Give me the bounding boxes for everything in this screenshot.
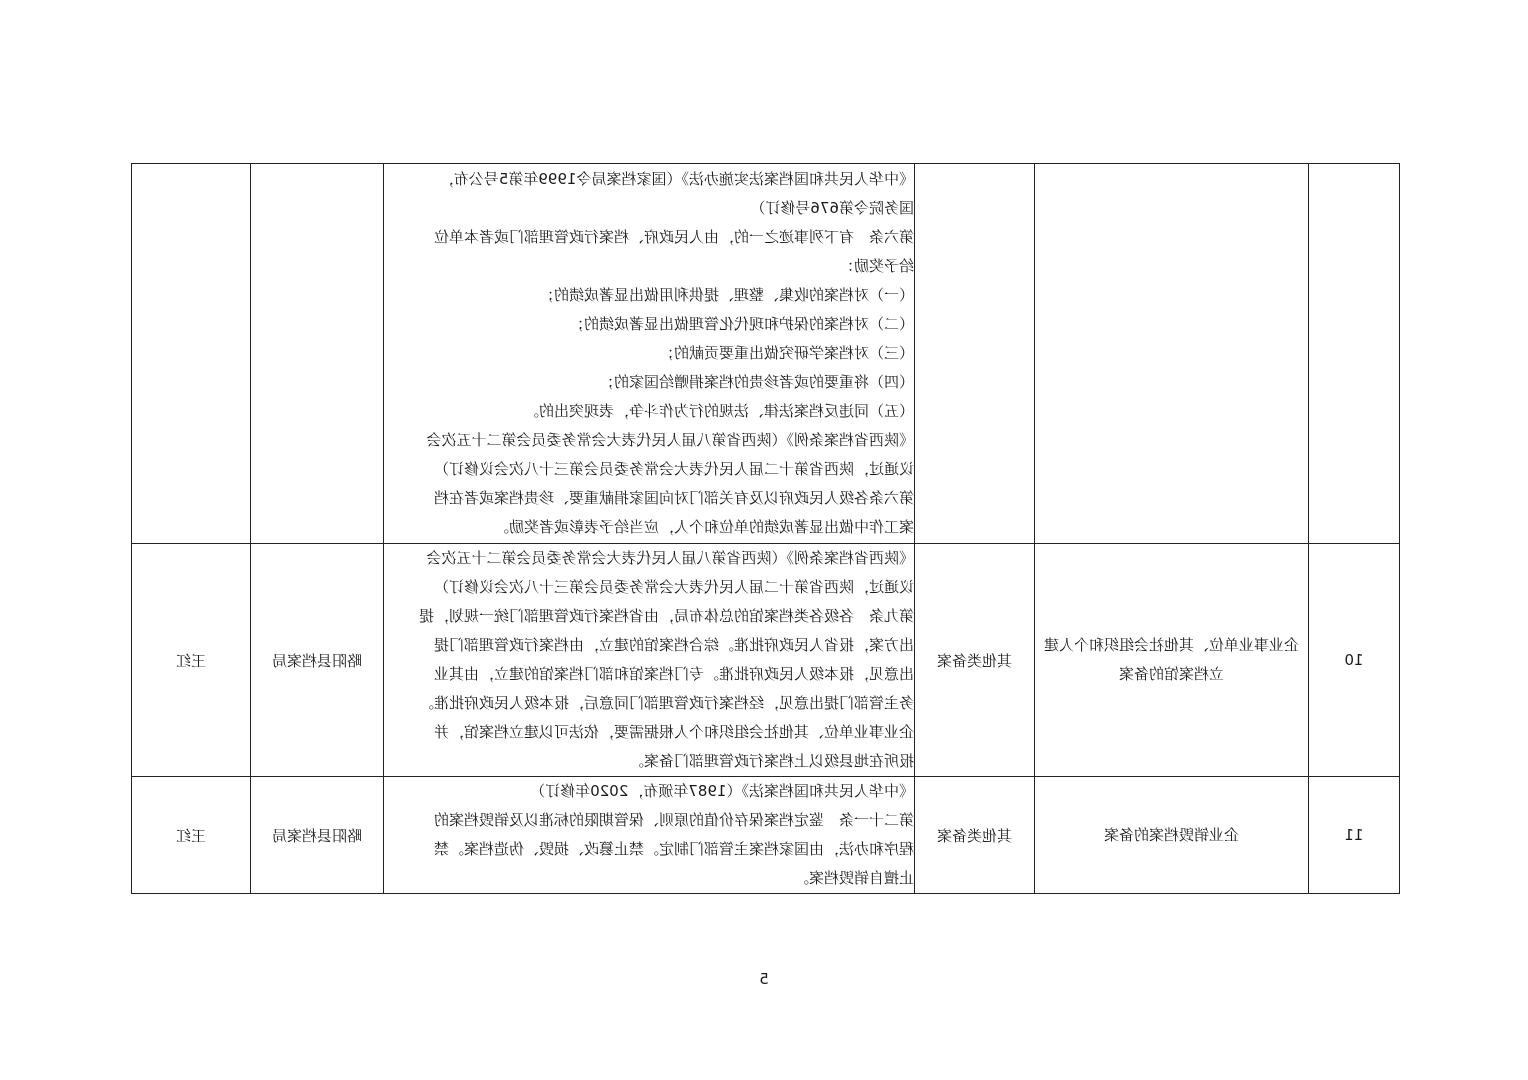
basis-line: 议通过，陕西省第十二届人民代表大会常务委员会第三十八次会议修订）: [433, 578, 914, 596]
basis-line: （五）同违反档案法律、法规的行为作斗争，表现突出的。: [523, 402, 914, 420]
basis-line: （一）对档案的收集、整理、提供利用做出显著成绩的；: [538, 286, 914, 304]
basis-line: （二）对档案的保护和现代化管理做出显著成绩的；: [568, 315, 914, 333]
basis-line: 《陕西省档案条例》（陕西省第八届人民代表大会常务委员会第二十五次会: [426, 549, 914, 567]
type-cell: 其他类备案: [915, 777, 1035, 894]
basis-line: 第六条 有下列事迹之一的，由人民政府、档案行政管理部门或者本单位: [433, 228, 914, 246]
seq-cell: [1309, 164, 1400, 544]
page-number: 5: [759, 970, 769, 988]
contact-person-cell: 王红: [132, 544, 251, 777]
basis-line: 给予奖励：: [838, 257, 914, 275]
basis-line: 企业事业单位、其他社会组织和个人根据需要，依法可以建立档案馆，并: [433, 723, 914, 741]
basis-line: 第六条各级人民政府以及有关部门对向国家捐献重要、珍贵档案或者在档: [433, 489, 914, 507]
basis-line: 国务院令第676号修订）: [750, 199, 914, 217]
basis-line: 务主管部门提出意见，经档案行政管理部门同意后，报本级人民政府批准。: [418, 694, 914, 712]
seq-cell: 10: [1309, 544, 1400, 777]
basis-line: 案工作中做出显著成绩的单位和个人，应当给予表彰或者奖励。: [493, 518, 914, 536]
basis-line: （三）对档案学研究做出重要贡献的；: [658, 344, 914, 362]
department-cell: [251, 164, 384, 544]
basis-line: 出意见，报本级人民政府批准。专门档案馆和部门档案馆的建立，由其业: [433, 665, 914, 683]
item-name-cell: [1035, 544, 1309, 777]
department-cell: 略阳县档案局: [251, 777, 384, 894]
basis-line: 止擅自销毁档案。: [793, 869, 914, 887]
filing-table: [131, 163, 1400, 894]
item-name: 企业销毁档案的备案: [1104, 825, 1240, 844]
table-row: [132, 164, 1400, 544]
basis-line: 议通过，陕西省第十二届人民代表大会常务委员会第三十八次会议修订）: [433, 460, 914, 478]
item-name-cell: [1035, 164, 1309, 544]
legal-basis-cell: [384, 777, 915, 894]
legal-basis-cell: [384, 164, 915, 544]
seq-cell: 11: [1309, 777, 1400, 894]
basis-line: 报所在地县级以上档案行政管理部门备案。: [628, 752, 914, 770]
table-row: [132, 777, 1400, 894]
table-body: [132, 164, 1400, 894]
basis-line: 《陕西省档案条例》（陕西省第八届人民代表大会常务委员会第二十五次会: [426, 431, 914, 449]
basis-line: 《中华人民共和国档案法》（1987年颁布，2020年修订）: [530, 782, 914, 800]
basis-line: 程序和办法，由国家档案主管部门制定。禁止篡改、损毁、伪造档案。禁: [433, 840, 914, 858]
contact-person-cell: [132, 164, 251, 544]
basis-line: 第二十一条 鉴定档案保存价值的原则、保管期限的标准以及销毁档案的: [433, 811, 914, 829]
basis-line: 出方案，报省人民政府批准。综合档案馆的建立，由档案行政管理部门提: [433, 636, 914, 654]
basis-line: 《中华人民共和国档案法实施办法》（国家档案局令1999年第5号公布，: [438, 170, 914, 188]
contact-person-cell: 王红: [132, 777, 251, 894]
type-cell: 其他类备案: [915, 544, 1035, 777]
item-name-cell: [1035, 777, 1309, 894]
department-cell: 略阳县档案局: [251, 544, 384, 777]
legal-basis-cell: [384, 544, 915, 777]
basis-line: 第九条 各级各类档案馆的总体布局，由省档案行政管理部门统一规划，提: [418, 607, 914, 625]
table-row: [132, 544, 1400, 777]
type-cell: [915, 164, 1035, 544]
item-name: 企业事业单位、其他社会组织和个人建立档案馆的备案: [1044, 636, 1300, 683]
basis-line: （四）将重要的或者珍贵的档案捐赠给国家的；: [598, 373, 914, 391]
